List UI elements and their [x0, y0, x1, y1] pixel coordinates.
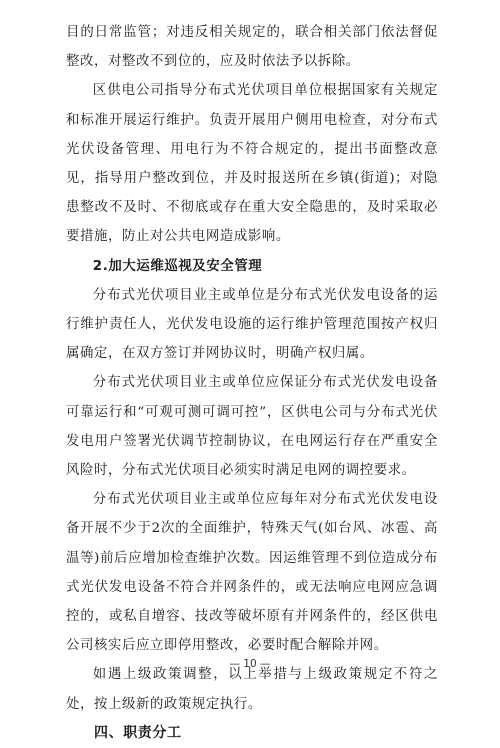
paragraph-annual-maintenance: 分布式光伏项目业主或单位应每年对分布式光伏发电设备开展不少于2次的全面维护，特殊天气(如台风、冰雹、高温等)前后应增加检查维护次数。因运维管理不到位造成分布式光伏发电设备不符合并网条件的，或无法响应电网应急调控的，或私自增容、技改等破坏原有并网条件的，经区供电公司核实后应立即停用整改，必要时配合解除并网。 [66, 492, 438, 654]
page-number: — 10 — [229, 658, 271, 670]
section-heading-operation-inspection: 2.加大运维巡视及安全管理 [92, 258, 263, 274]
paragraph-maintenance-responsibility: 分布式光伏项目业主或单位是分布式光伏发电设备的运行维护责任人，光伏发电设施的运行维护管理范围按产权归属确定，在双方签订并网协议时，明确产权归属。 [66, 287, 438, 362]
paragraph-reliable-operation: 分布式光伏项目业主或单位应保证分布式光伏发电设备可靠运行和“可观可测可调可控”，区供电公司与分布式光伏发电用户签署光伏调节控制协议，在电网运行存在严重安全风险时，分布式光伏项目必须实时满足电网的调控要求。 [66, 375, 438, 479]
paragraph-continued: 目的日常监管；对违反相关规定的，联合相关部门依法督促整改，对整改不到位的，应及时依法予以拆除。 [66, 25, 438, 70]
section-heading-responsibilities: 四、职责分工 [94, 724, 182, 741]
paragraph-policy-adjustment: 如遇上级政策调整，以上举措与上级政策规定不符之处，按上级新的政策规定执行。 [66, 667, 438, 712]
paragraph-power-supply-guidance: 区供电公司指导分布式光伏项目单位根据国家有关规定和标准开展运行维护。负责开展用户侧用电检查，对分布式光伏设备管理、用电行为不符合规定的，提出书面整改意见，指导用户整改到位，并及时报送所在乡镇(街道)；对隐患整改不及时、不彻底或存在重大安全隐患的，及时采取必要措施，防止对公共电网造成影响。 [66, 83, 438, 245]
document-body [66, 18, 438, 748]
